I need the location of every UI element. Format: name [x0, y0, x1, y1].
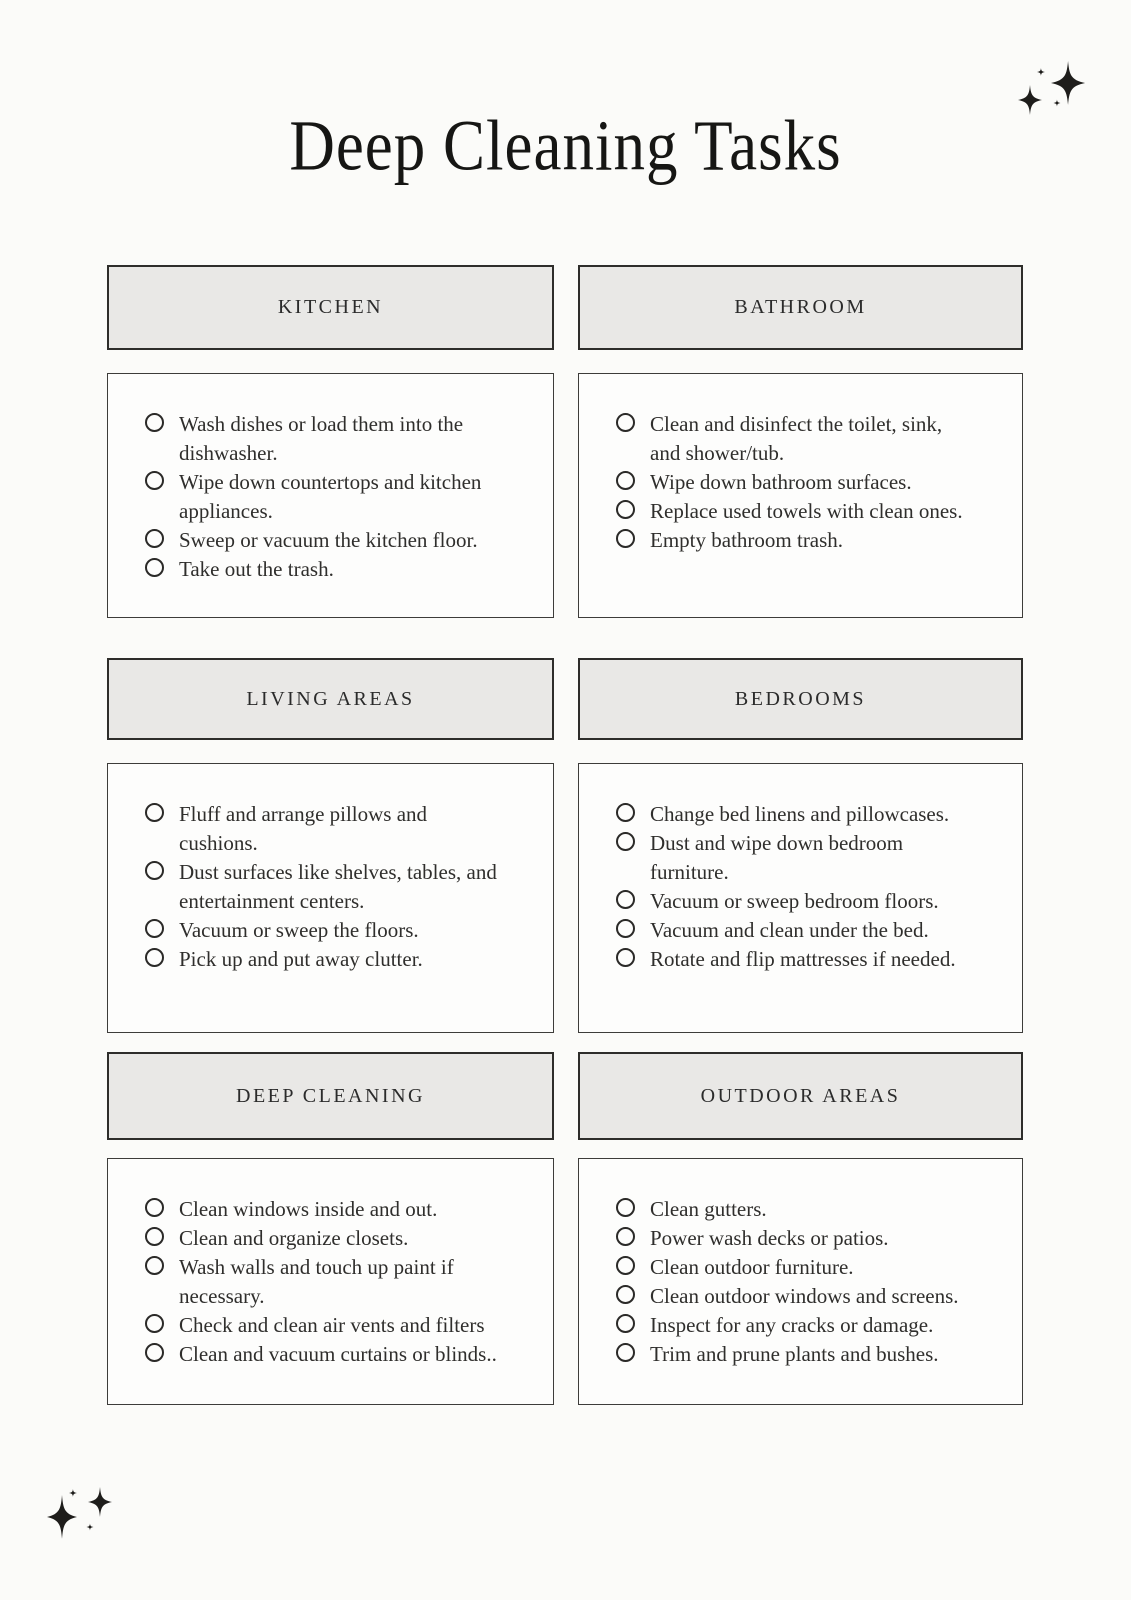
task-item [616, 410, 977, 468]
task-label: Dust surfaces like shelves, tables, and entertainment centers. [179, 860, 497, 913]
task-item [616, 497, 977, 526]
section-body-deep-cleaning [107, 1158, 554, 1405]
task-label: Clean outdoor windows and screens. [650, 1284, 959, 1308]
section-header-outdoor-areas [578, 1052, 1023, 1140]
task-checkbox[interactable] [145, 1256, 164, 1275]
task-item [145, 1253, 508, 1311]
task-checkbox[interactable] [616, 1343, 635, 1362]
task-label: Trim and prune plants and bushes. [650, 1342, 939, 1366]
section-bedrooms [578, 658, 1023, 1033]
task-list [616, 800, 977, 974]
task-checkbox[interactable] [145, 861, 164, 880]
section-title: KITCHEN [277, 296, 384, 318]
task-item [145, 468, 508, 526]
section-body-outdoor-areas [578, 1158, 1023, 1405]
task-checkbox[interactable] [145, 803, 164, 822]
task-label: Replace used towels with clean ones. [650, 499, 963, 523]
task-checkbox[interactable] [145, 1343, 164, 1362]
task-checkbox[interactable] [145, 529, 164, 548]
section-body-bedrooms [578, 763, 1023, 1033]
task-label: Sweep or vacuum the kitchen floor. [179, 528, 478, 552]
task-checkbox[interactable] [616, 1256, 635, 1275]
task-item [616, 1195, 977, 1224]
section-body-kitchen [107, 373, 554, 618]
task-label: Vacuum and clean under the bed. [650, 918, 929, 942]
task-checkbox[interactable] [145, 1198, 164, 1217]
task-item [616, 800, 977, 829]
task-label: Empty bathroom trash. [650, 528, 844, 552]
sparkles-icon [30, 1460, 140, 1545]
task-item [616, 829, 977, 887]
section-header-deep-cleaning [107, 1052, 554, 1140]
section-body-bathroom [578, 373, 1023, 618]
task-checkbox[interactable] [616, 803, 635, 822]
section-deep-cleaning [107, 1052, 554, 1405]
task-list [616, 410, 977, 555]
task-item [145, 858, 508, 916]
task-item [145, 1340, 508, 1369]
task-checkbox[interactable] [616, 832, 635, 851]
section-title: BATHROOM [734, 296, 867, 318]
task-label: Clean and vacuum curtains or blinds.. [179, 1342, 497, 1366]
task-checkbox[interactable] [616, 919, 635, 938]
task-item [616, 887, 977, 916]
task-checkbox[interactable] [145, 413, 164, 432]
task-label: Take out the trash. [179, 557, 334, 581]
task-item [145, 945, 508, 974]
task-list [145, 800, 508, 974]
task-label: Clean gutters. [650, 1197, 767, 1221]
task-item [145, 555, 508, 584]
task-label: Change bed linens and pillowcases. [650, 802, 950, 826]
task-checkbox[interactable] [616, 471, 635, 490]
task-checkbox[interactable] [616, 1285, 635, 1304]
task-label: Dust and wipe down bedroom furniture. [650, 831, 904, 884]
task-label: Inspect for any cracks or damage. [650, 1313, 934, 1337]
task-label: Clean outdoor furniture. [650, 1255, 854, 1279]
task-item [616, 1311, 977, 1340]
task-item [145, 1224, 508, 1253]
task-checkbox[interactable] [145, 919, 164, 938]
task-label: Vacuum or sweep the floors. [179, 918, 419, 942]
section-bathroom [578, 265, 1023, 618]
task-label: Clean windows inside and out. [179, 1197, 438, 1221]
task-list [616, 1195, 977, 1369]
section-title: BEDROOMS [734, 687, 867, 710]
task-item [616, 526, 977, 555]
section-title: DEEP CLEANING [236, 1084, 425, 1107]
section-title: OUTDOOR AREAS [700, 1084, 901, 1107]
section-body-living-areas [107, 763, 554, 1033]
task-label: Clean and organize closets. [179, 1226, 409, 1250]
task-label: Wash walls and touch up paint if necessary. [179, 1255, 454, 1308]
task-checkbox[interactable] [145, 558, 164, 577]
section-outdoor-areas [578, 1052, 1023, 1405]
task-item [145, 1195, 508, 1224]
section-kitchen [107, 265, 554, 618]
task-item [145, 916, 508, 945]
task-checkbox[interactable] [145, 471, 164, 490]
task-item [616, 916, 977, 945]
task-list [145, 1195, 508, 1369]
task-checkbox[interactable] [616, 1314, 635, 1333]
task-checkbox[interactable] [616, 1198, 635, 1217]
task-label: Wipe down countertops and kitchen appliances. [179, 470, 482, 523]
task-label: Fluff and arrange pillows and cushions. [179, 802, 428, 855]
section-header-living-areas [107, 658, 554, 740]
task-checkbox[interactable] [145, 1314, 164, 1333]
task-label: Clean and disinfect the toilet, sink, and shower/tub. [650, 412, 943, 465]
task-checkbox[interactable] [616, 500, 635, 519]
task-item [145, 800, 508, 858]
task-item [145, 410, 508, 468]
section-living-areas [107, 658, 554, 1033]
task-label: Check and clean air vents and filters [179, 1313, 485, 1337]
task-label: Pick up and put away clutter. [179, 947, 423, 971]
task-checkbox[interactable] [616, 413, 635, 432]
task-label: Wash dishes or load them into the dishwasher. [179, 412, 464, 465]
task-checkbox[interactable] [145, 1227, 164, 1246]
task-item [616, 1224, 977, 1253]
section-header-kitchen [107, 265, 554, 350]
task-label: Power wash decks or patios. [650, 1226, 889, 1250]
section-header-bathroom [578, 265, 1023, 350]
task-item [616, 1253, 977, 1282]
section-title: LIVING AREAS [246, 687, 415, 710]
task-item [616, 945, 977, 974]
task-item [145, 526, 508, 555]
task-label: Wipe down bathroom surfaces. [650, 470, 912, 494]
task-list [145, 410, 508, 584]
task-checkbox[interactable] [616, 890, 635, 909]
task-checkbox[interactable] [616, 529, 635, 548]
task-item [616, 1282, 977, 1311]
task-checkbox[interactable] [616, 948, 635, 967]
task-checkbox[interactable] [616, 1227, 635, 1246]
page-title: Deep Cleaning Tasks [289, 105, 842, 186]
task-item [145, 1311, 508, 1340]
task-item [616, 468, 977, 497]
task-item [616, 1340, 977, 1369]
task-label: Rotate and flip mattresses if needed. [650, 947, 956, 971]
section-header-bedrooms [578, 658, 1023, 740]
task-checkbox[interactable] [145, 948, 164, 967]
task-label: Vacuum or sweep bedroom floors. [650, 889, 939, 913]
